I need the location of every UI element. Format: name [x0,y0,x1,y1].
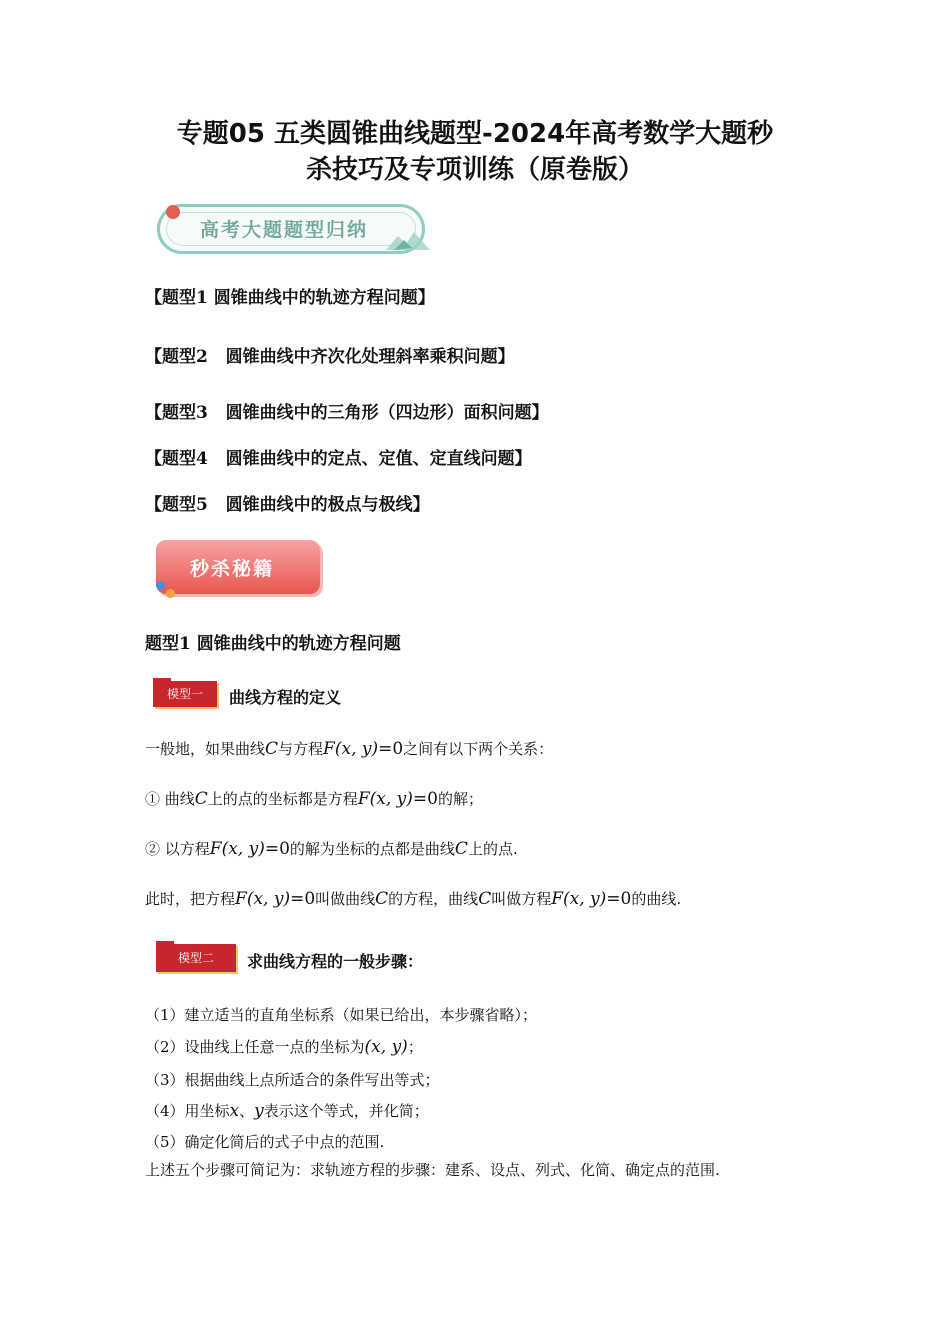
definition-p4: 此时，把方程F(x, y)=0叫做曲线C的方程，曲线C叫做方程F(x, y)=0的曲线. [145,889,682,909]
definition-p3: ② 以方程F(x, y)=0的解为坐标的点都是曲线C上的点. [145,839,518,859]
steps-summary: 上述五个步骤可简记为：求轨迹方程的步骤：建系、设点、列式、化简、确定点的范围. [145,1161,720,1179]
type-item-3: 【题型3 圆锥曲线中的三角形（四边形）面积问题】 [145,403,549,423]
section-heading: 题型1 圆锥曲线中的轨迹方程问题 [145,634,401,654]
sun-icon [166,205,180,219]
model1-tag: 模型一 [153,681,217,707]
type-item-2: 【题型2 圆锥曲线中齐次化处理斜率乘积问题】 [145,347,515,367]
decor-dot-icon [156,581,165,590]
page-title-line1: 专题05 五类圆锥曲线题型-2024年高考数学大题秒 [176,119,774,149]
step-2: （2）设曲线上任意一点的坐标为(x, y)； [145,1037,423,1057]
mountain-icon [384,226,432,252]
model2-tag: 模型二 [156,944,236,972]
step-5: （5）确定化简后的式子中点的范围. [145,1133,385,1151]
definition-p1: 一般地，如果曲线C与方程F(x, y)=0之间有以下两个关系： [145,739,554,759]
step-3: （3）根据曲线上点所适合的条件写出等式； [145,1071,440,1089]
model2-tag-wrap [156,941,236,972]
type-item-5: 【题型5 圆锥曲线中的极点与极线】 [145,495,430,515]
step-1: （1）建立适当的直角坐标系（如果已给出，本步骤省略）； [145,1006,538,1024]
model2-heading: 求曲线方程的一般步骤： [247,952,424,971]
type-item-1: 【题型1 圆锥曲线中的轨迹方程问题】 [145,288,435,308]
type-item-4: 【题型4 圆锥曲线中的定点、定值、定直线问题】 [145,449,532,469]
page-title-line2: 杀技巧及专项训练（原卷版） [305,155,644,185]
model1-heading: 曲线方程的定义 [229,688,342,707]
step-4: （4）用坐标x、y表示这个等式，并化简； [145,1101,429,1121]
summary-banner-label: 高考大题题型归纳 [200,219,369,241]
secret-banner [156,540,320,594]
definition-p2: ① 曲线C上的点的坐标都是方程F(x, y)=0的解； [145,789,483,809]
decor-dot-icon [166,589,175,598]
model1-tag-wrap [153,678,217,707]
secret-banner-label: 秒杀秘籍 [190,558,275,580]
